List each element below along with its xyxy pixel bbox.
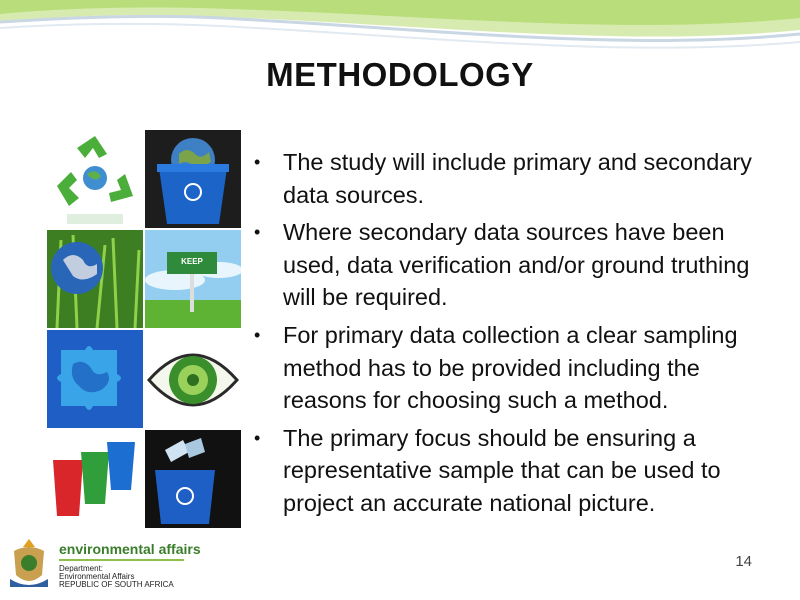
bullet-text: The study will include primary and secondary data sources.: [283, 149, 752, 208]
bullet-text: For primary data collection a clear sampling method has to be provided including the reasons for choosing such a method.: [283, 321, 738, 414]
logo-department-name: Environmental Affairs: [59, 572, 135, 581]
svg-text:KEEP: KEEP: [181, 257, 203, 266]
logo-name: environmental affairs: [59, 541, 201, 557]
globe-recycle-bin-icon: [145, 130, 241, 228]
keep-planet-clean-sign-icon: [145, 230, 241, 328]
bullet-marker: •: [254, 427, 261, 448]
bullet-item: [254, 422, 774, 520]
bullet-text: Where secondary data sources have been used, data verification and/or ground truthing will be required.: [283, 219, 750, 311]
recycle-eye-icon: [145, 330, 241, 428]
bullet-marker: •: [254, 152, 261, 172]
earth-grass-icon: [47, 230, 143, 328]
bullet-marker: •: [254, 222, 261, 243]
logo-divider: [59, 559, 184, 561]
bottles-recycle-bin-icon: [145, 430, 241, 528]
recycle-symbol-icon: [47, 130, 143, 228]
header-banner: [0, 0, 800, 60]
page-number: 14: [735, 553, 752, 570]
recycle-bins-icon: [47, 430, 143, 528]
bullet-text: The primary focus should be ensuring a representative sample that can be used to project an accurate national picture.: [283, 424, 721, 516]
bullet-item: [254, 216, 774, 314]
bullet-marker: •: [254, 324, 261, 345]
logo-country: REPUBLIC OF SOUTH AFRICA: [59, 580, 174, 589]
image-collage: [47, 130, 241, 528]
bullet-item: [254, 146, 774, 211]
bullet-list: [254, 146, 774, 525]
bullet-item: [254, 319, 774, 417]
world-puzzle-icon: [47, 330, 143, 428]
environmental-affairs-logo: [6, 537, 206, 593]
slide-title: METHODOLOGY: [266, 56, 534, 93]
coat-of-arms-icon: [6, 537, 52, 591]
logo-department-label: Department:: [59, 564, 104, 573]
